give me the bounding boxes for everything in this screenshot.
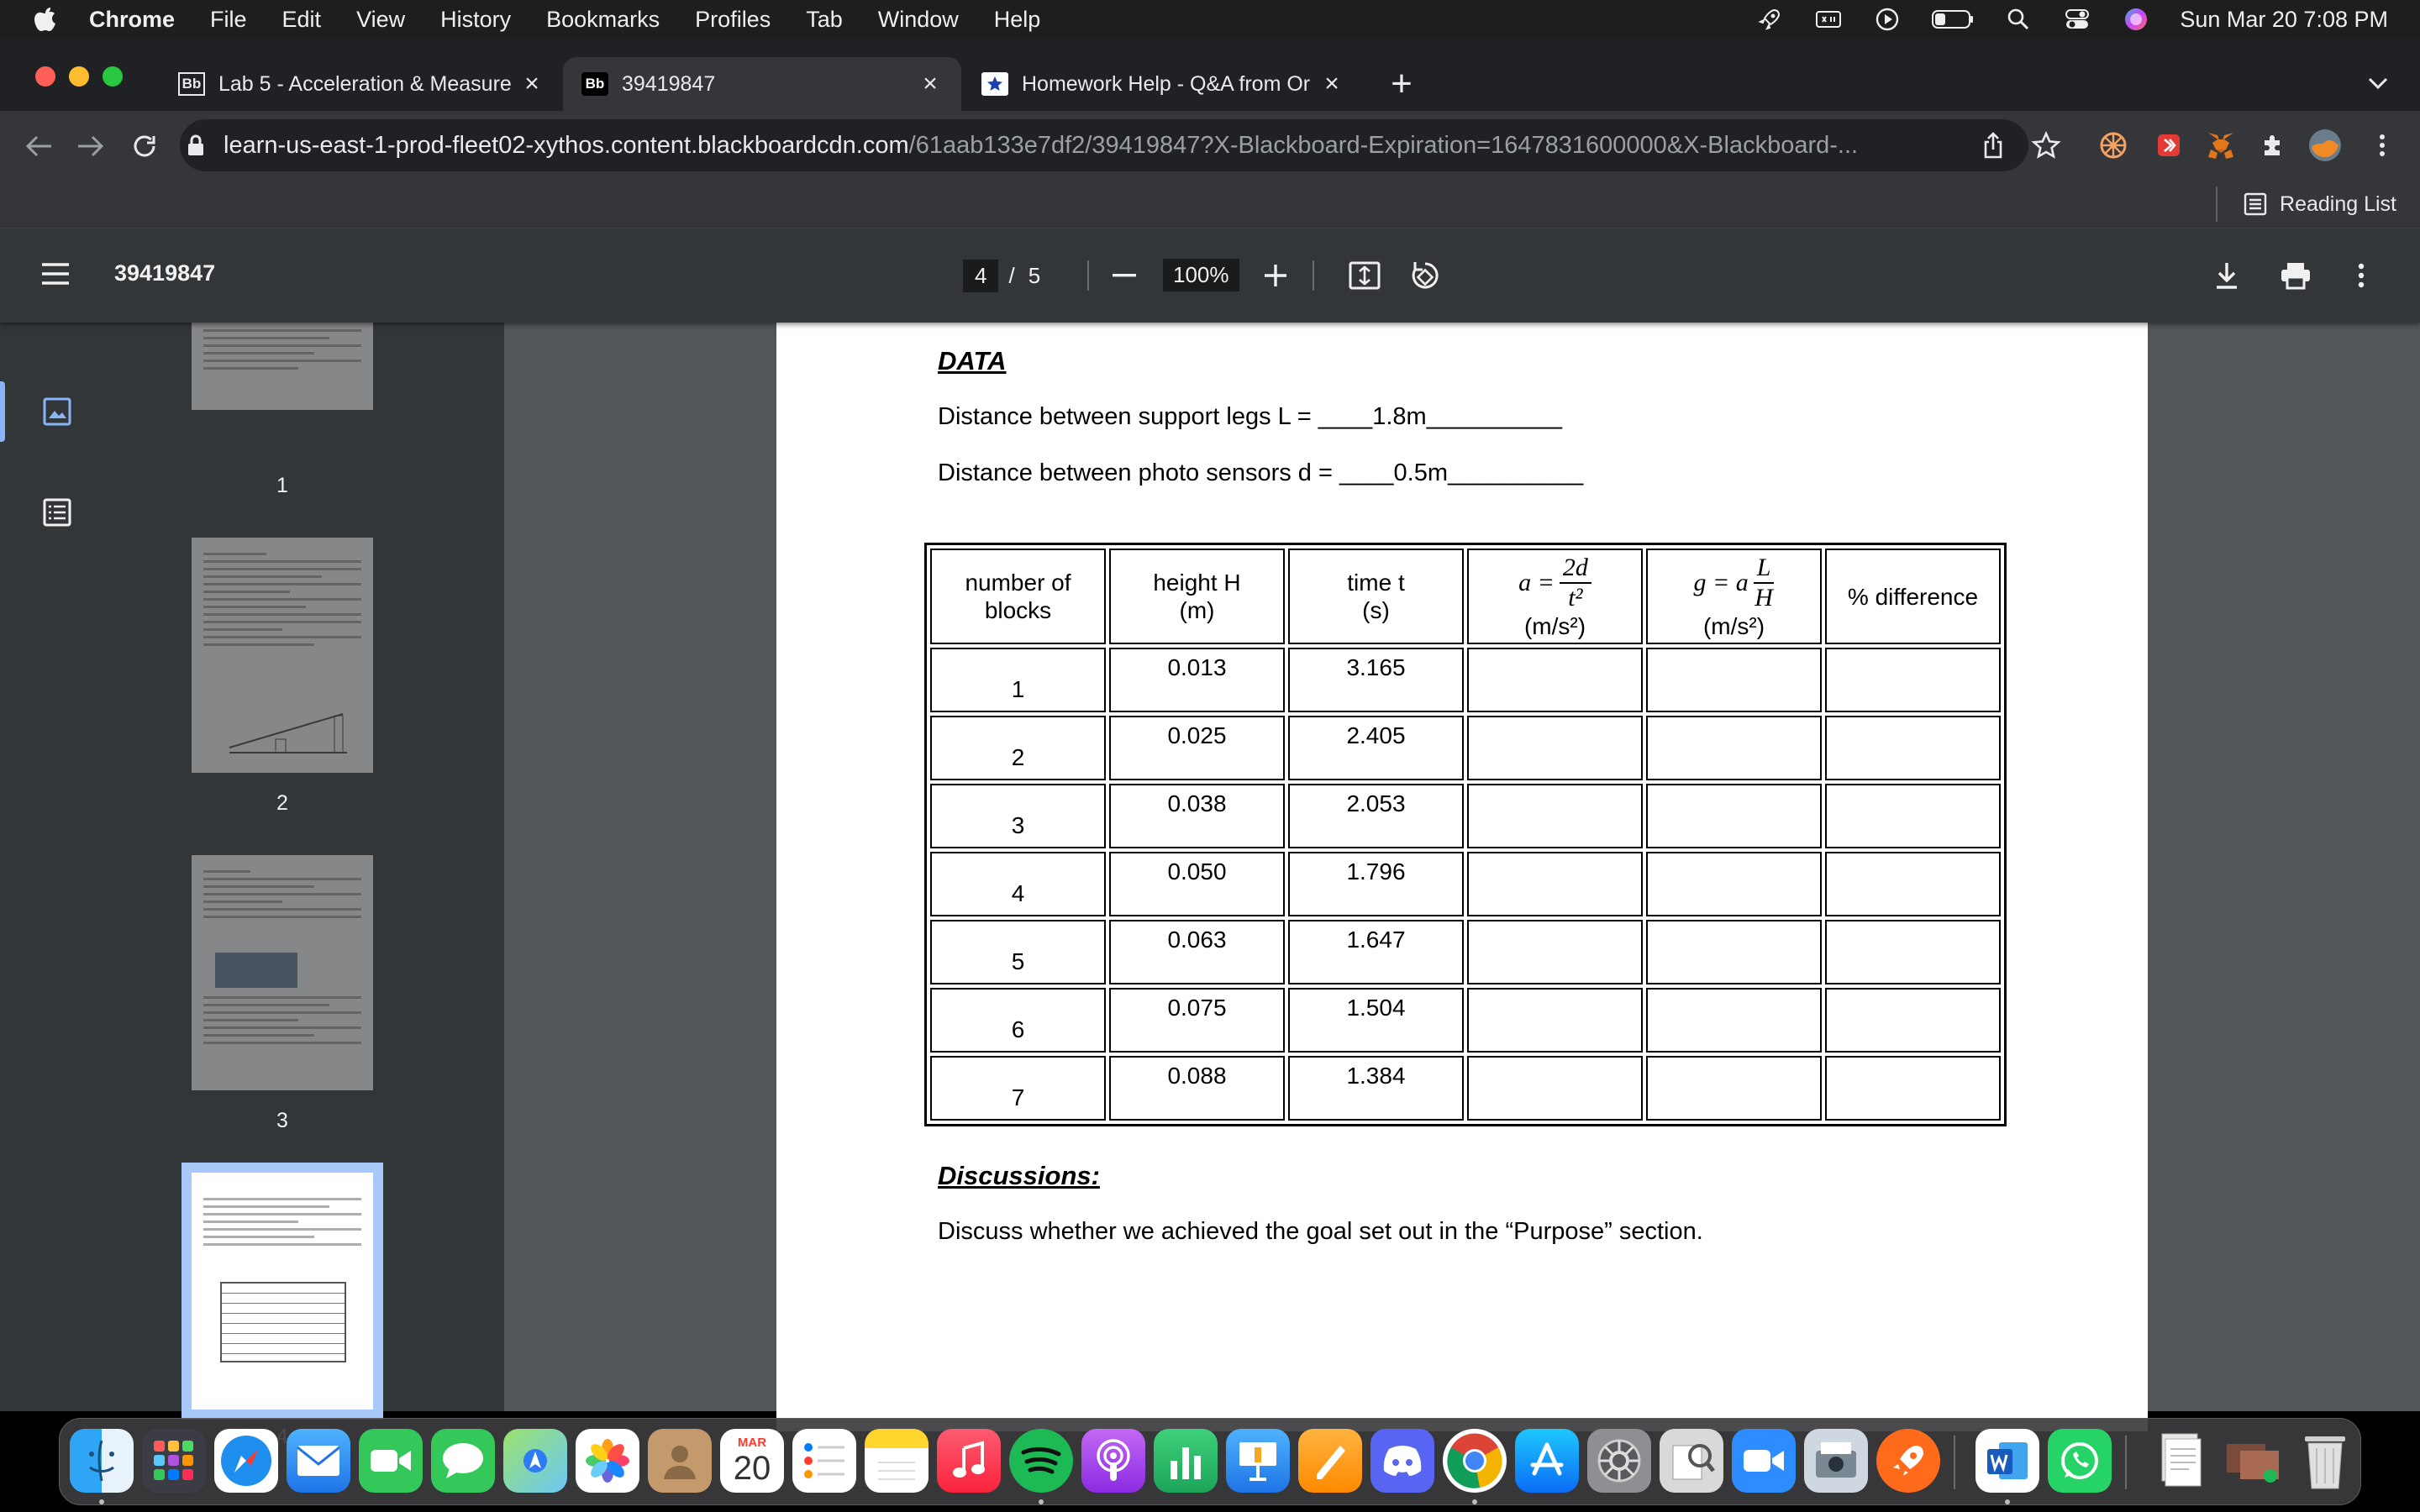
trash-icon[interactable] [2293, 1429, 2357, 1493]
documents-stack-icon[interactable] [2149, 1429, 2212, 1493]
total-pages: 5 [1028, 262, 1041, 288]
tab-title: Homework Help - Q&A from Or [1022, 71, 1311, 96]
music-icon[interactable] [937, 1429, 1001, 1493]
cell-height: 0.088 [1109, 1056, 1285, 1121]
rotate-icon[interactable] [1405, 255, 1445, 296]
menu-clock[interactable]: Sun Mar 20 7:08 PM [2180, 6, 2388, 32]
podcasts-icon[interactable] [1081, 1429, 1145, 1493]
star-favicon-icon [981, 72, 1008, 96]
app-store-icon[interactable] [1515, 1429, 1579, 1493]
menu-app-name[interactable]: Chrome [89, 6, 176, 32]
print-icon[interactable] [2275, 255, 2316, 296]
screen-icon[interactable] [1813, 7, 1844, 32]
cell-gravity [1646, 784, 1822, 848]
photo-sensors-distance: Distance between photo sensors d = ____0.5m__________ [938, 459, 1584, 486]
pdf-viewer[interactable] [504, 323, 2420, 1411]
puzzle-extensions-icon[interactable] [2255, 128, 2291, 163]
table-row [930, 716, 2001, 780]
whatsapp-icon[interactable] [2048, 1429, 2112, 1493]
red-extension-icon[interactable] [2151, 128, 2186, 163]
ramp-diagram-icon [225, 697, 351, 756]
downloads-stack-icon[interactable] [2221, 1429, 2285, 1493]
pdf-document-title: 39419847 [114, 260, 216, 286]
thumbnails-icon[interactable] [40, 395, 74, 428]
cell-gravity [1646, 988, 1822, 1053]
rocket-icon[interactable] [1754, 7, 1785, 32]
cell-gravity [1646, 920, 1822, 984]
toolbar-divider [1313, 260, 1314, 291]
gravity-formula: g = a $\frac{L}{H}$ [1693, 553, 1773, 612]
cell-time: 1.504 [1288, 988, 1464, 1053]
finder-icon[interactable] [70, 1429, 134, 1493]
menu-profiles[interactable]: Profiles [695, 6, 771, 32]
page-thumbnail-1[interactable] [192, 314, 373, 410]
cell-blocks: 4 [930, 852, 1106, 916]
cell-difference [1825, 852, 2001, 916]
cell-acceleration [1467, 784, 1643, 848]
launchpad-icon[interactable] [142, 1429, 206, 1493]
header-time: time t (s) [1288, 549, 1464, 644]
header-gravity: g = a $\frac{L}{H}$ (m/s²) [1646, 549, 1822, 644]
menu-view[interactable]: View [356, 6, 406, 32]
pdf-page [776, 306, 2148, 1431]
battery-icon [1931, 7, 1975, 32]
table-row [930, 1056, 2001, 1121]
apple-icon[interactable] [34, 6, 59, 33]
menu-hamburger-icon[interactable] [39, 257, 76, 294]
zoom-window-button[interactable] [103, 66, 123, 87]
data-table [924, 543, 2007, 1126]
play-circle-icon[interactable] [1872, 7, 1902, 32]
photos-icon[interactable] [576, 1429, 639, 1493]
mail-icon[interactable] [287, 1429, 350, 1493]
lock-icon[interactable] [183, 130, 208, 160]
discussions-text: Discuss whether we achieved the goal set out in the “Purpose” section. [938, 1218, 1703, 1245]
table-row [930, 852, 2001, 916]
outline-icon[interactable] [40, 496, 74, 529]
table-header-row [930, 549, 2001, 644]
cell-gravity [1646, 648, 1822, 712]
zoom-level-input[interactable]: 100% [1163, 259, 1239, 291]
back-arrow-icon[interactable] [18, 126, 59, 166]
table-row [930, 648, 2001, 712]
tab-close-icon[interactable]: × [923, 70, 938, 97]
toolbar-divider [1087, 260, 1089, 291]
search-icon[interactable] [2003, 7, 2033, 32]
tab-lab5[interactable] [160, 57, 563, 111]
cell-time: 3.165 [1288, 648, 1464, 712]
thumbnail-label: 2 [276, 791, 288, 815]
new-tab-button[interactable]: + [1391, 63, 1413, 104]
menu-help[interactable]: Help [993, 6, 1041, 32]
control-center-icon[interactable] [2062, 7, 2092, 32]
running-indicator [2005, 1499, 2010, 1504]
tab-title: 39419847 [622, 71, 716, 96]
url-host: learn-us-east-1-prod-fleet02-xythos.content.blackboardcdn.com [224, 131, 909, 159]
cell-gravity [1646, 1056, 1822, 1121]
cell-difference [1825, 784, 2001, 848]
page-indicator [963, 259, 1040, 292]
menu-file[interactable]: File [210, 6, 247, 32]
cell-difference [1825, 920, 2001, 984]
share-icon[interactable] [1976, 129, 2010, 162]
tab-search-chevron-icon[interactable] [2361, 62, 2395, 104]
header-percent-difference: % difference [1825, 549, 2001, 644]
safari-icon[interactable] [214, 1429, 278, 1493]
maps-icon[interactable] [503, 1429, 567, 1493]
menu-tab[interactable]: Tab [806, 6, 843, 32]
menu-history[interactable]: History [440, 6, 512, 32]
calendar-day: 20 [733, 1450, 771, 1487]
thumbnail-label: 3 [276, 1109, 288, 1132]
tab-39419847[interactable] [563, 57, 961, 111]
reading-list-label: Reading List [2280, 192, 2396, 216]
menu-bookmarks[interactable]: Bookmarks [546, 6, 660, 32]
minimize-window-button[interactable] [69, 66, 89, 87]
cell-blocks: 3 [930, 784, 1106, 848]
calendar-month: MAR [737, 1436, 767, 1450]
preview-icon[interactable] [1660, 1429, 1723, 1493]
pdf-sidebar [0, 323, 504, 1411]
chrome-icon[interactable] [1443, 1429, 1507, 1493]
wheel-extension-icon[interactable] [2096, 128, 2131, 163]
thumbnail-label: 1 [276, 474, 288, 497]
status-area [1754, 0, 2388, 39]
cell-blocks: 6 [930, 988, 1106, 1053]
calendar-icon[interactable] [720, 1429, 784, 1493]
support-legs-distance: Distance between support legs L = ____1.8m__________ [938, 403, 1562, 430]
cell-acceleration [1467, 920, 1643, 984]
zoom-out-button[interactable] [1106, 257, 1143, 294]
page-separator: / [1008, 262, 1015, 288]
cell-acceleration [1467, 1056, 1643, 1121]
bookmarks-bar [0, 180, 2420, 228]
sidebar-icon-column [0, 323, 114, 1411]
tab-homework-help[interactable] [963, 57, 1363, 111]
cell-acceleration [1467, 648, 1643, 712]
acceleration-formula: a = $\frac{2d}{\text{t²}}$ [1518, 554, 1591, 612]
page-thumbnail-2[interactable] [192, 538, 373, 773]
discord-icon[interactable] [1370, 1429, 1434, 1493]
cell-gravity [1646, 852, 1822, 916]
page-thumbnail-4[interactable] [192, 1173, 373, 1410]
blackboard-favicon-icon: Bb [581, 72, 608, 96]
cell-difference [1825, 988, 2001, 1053]
cell-height: 0.013 [1109, 648, 1285, 712]
dock [59, 1418, 2361, 1505]
reading-list-button[interactable] [2216, 186, 2396, 222]
cell-blocks: 1 [930, 648, 1106, 712]
cell-difference [1825, 716, 2001, 780]
cell-height: 0.025 [1109, 716, 1285, 780]
table-row [930, 988, 2001, 1053]
menu-edit[interactable]: Edit [281, 6, 322, 32]
word-icon[interactable] [1975, 1429, 2039, 1493]
cell-acceleration [1467, 988, 1643, 1053]
siri-icon[interactable] [2121, 7, 2151, 32]
fit-page-icon[interactable] [1344, 255, 1385, 296]
cell-time: 1.647 [1288, 920, 1464, 984]
running-indicator [1472, 1499, 1477, 1504]
rocket-app-icon[interactable] [1876, 1429, 1940, 1493]
cell-gravity [1646, 716, 1822, 780]
discussions-heading: Discussions: [938, 1161, 1100, 1190]
header-acceleration: a = $\frac{2d}{\text{t²}}$ (m/s²) [1467, 549, 1643, 644]
tab-title: Lab 5 - Acceleration & Measure [218, 71, 512, 96]
cell-blocks: 7 [930, 1056, 1106, 1121]
metamask-fox-icon[interactable] [2203, 128, 2238, 163]
keynote-icon[interactable] [1226, 1429, 1290, 1493]
zoom-icon[interactable] [1732, 1429, 1796, 1493]
data-heading: DATA [938, 346, 1007, 375]
running-indicator [99, 1499, 104, 1504]
dock-separator [2125, 1436, 2127, 1489]
image-capture-icon[interactable] [1804, 1429, 1868, 1493]
menu-bar [0, 0, 2420, 39]
current-page-input[interactable]: 4 [963, 260, 998, 292]
cell-time: 2.053 [1288, 784, 1464, 848]
cell-acceleration [1467, 852, 1643, 916]
contacts-icon[interactable] [648, 1429, 712, 1493]
url-path: /61aab133e7df2/39419847?X-Blackboard-Expiration=1647831600000&X-Blackboard-... [908, 131, 1859, 159]
reading-list-icon [2243, 192, 2268, 217]
chrome-menu-icon[interactable] [2365, 128, 2400, 163]
table-row [930, 920, 2001, 984]
facetime-icon[interactable] [359, 1429, 423, 1493]
page-thumbnail-3[interactable] [192, 855, 373, 1090]
download-icon[interactable] [2207, 255, 2247, 296]
menu-window[interactable]: Window [877, 6, 959, 32]
active-indicator [0, 381, 5, 442]
address-bar[interactable] [180, 119, 2028, 171]
cell-blocks: 5 [930, 920, 1106, 984]
table-thumbnail [220, 1282, 346, 1362]
blackboard-favicon-icon: Bb [178, 72, 205, 96]
forward-arrow-icon[interactable] [71, 126, 111, 166]
bookmark-star-icon[interactable] [2028, 128, 2064, 163]
cell-time: 1.384 [1288, 1056, 1464, 1121]
tab-close-icon[interactable]: × [1324, 70, 1339, 97]
cell-height: 0.038 [1109, 784, 1285, 848]
cell-time: 1.796 [1288, 852, 1464, 916]
close-window-button[interactable] [35, 66, 55, 87]
reload-icon[interactable] [124, 126, 165, 166]
header-blocks: number of blocks [930, 549, 1106, 644]
photo-thumbnail-image [215, 953, 297, 988]
reminders-icon[interactable] [792, 1429, 856, 1493]
table-row [930, 784, 2001, 848]
header-height: height H (m) [1109, 549, 1285, 644]
cell-blocks: 2 [930, 716, 1106, 780]
zoom-in-button[interactable] [1257, 257, 1294, 294]
profile-avatar[interactable] [2307, 128, 2343, 163]
chrome-window [0, 39, 2420, 1411]
numbers-icon[interactable] [1154, 1429, 1218, 1493]
browser-toolbar [0, 111, 2420, 180]
more-options-icon[interactable] [2341, 255, 2381, 296]
messages-icon[interactable] [431, 1429, 495, 1493]
cell-height: 0.075 [1109, 988, 1285, 1053]
dock-separator [1954, 1436, 1955, 1489]
tab-strip [0, 39, 2420, 111]
cell-height: 0.050 [1109, 852, 1285, 916]
system-preferences-icon[interactable] [1587, 1429, 1651, 1493]
pages-icon[interactable] [1298, 1429, 1362, 1493]
cell-difference [1825, 1056, 2001, 1121]
tab-close-icon[interactable]: × [524, 70, 539, 97]
cell-height: 0.063 [1109, 920, 1285, 984]
spotify-icon[interactable] [1009, 1429, 1073, 1493]
running-indicator [1039, 1499, 1044, 1504]
cell-acceleration [1467, 716, 1643, 780]
pdf-toolbar [0, 228, 2420, 323]
cell-difference [1825, 648, 2001, 712]
notes-icon[interactable] [865, 1429, 929, 1493]
cell-time: 2.405 [1288, 716, 1464, 780]
